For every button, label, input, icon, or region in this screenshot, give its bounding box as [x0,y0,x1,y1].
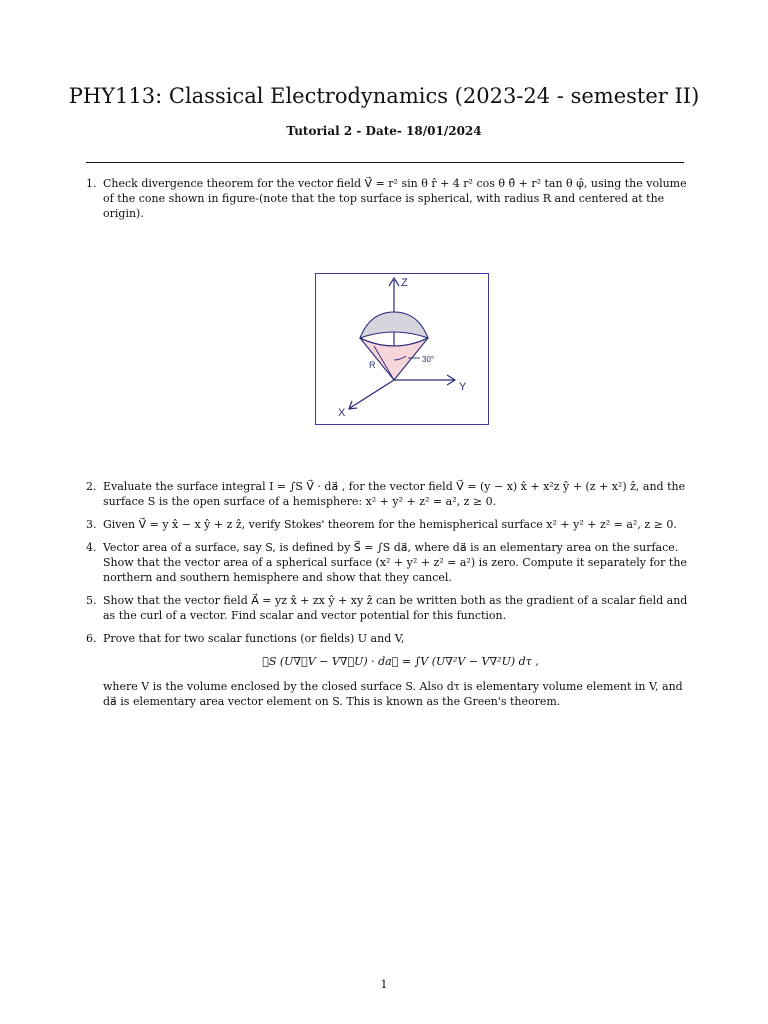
problem-text: Given V⃗ = y x̂ − x ŷ + z ẑ, verify Stokes' theorem for the hemispherical surface x² + y² + z² = a², z ≥ 0. [103,518,677,531]
header-rule [86,162,684,163]
problem-text: Check divergence theorem for the vector field V⃗ = r² sin θ r̂ + 4 r² cos θ θ̂ + r² tan θ φ̂, using the volume of the cone shown in figure-(note that the top surface is spherical, with radius R and centered at the origin). [103,177,687,220]
problem-4 [86,540,698,585]
cone-diagram [316,274,488,424]
problem-number: 6. [86,632,97,645]
page-number: 1 [380,978,388,991]
problem-text: Evaluate the surface integral I = ∫S V⃗ · da⃗ , for the vector field V⃗ = (y − x) x̂ + x²z ŷ + (z + x²) ẑ, and the surface S is the open surface of a hemisphere: x² + y² + z² = a², z ≥ 0. [103,480,686,508]
problem-2 [86,479,698,509]
page-subtitle: Tutorial 2 - Date- 18/01/2024 [286,124,482,138]
greens-theorem-equation: ∮S (U∇⃗V − V∇⃗U) · da⃗ = ∫V (U∇²V − V∇²U) dτ , [262,655,539,668]
angle-label: 30° [422,355,435,364]
problem-number: 1. [86,177,97,190]
y-axis-label: Y [459,381,467,393]
problem-1 [86,176,698,471]
cone-figure [315,273,489,425]
x-axis-label: X [338,407,346,419]
problem-text-continued: where V is the volume enclosed by the closed surface S. Also dτ is elementary volume element in V, and da⃗ is elementary area vector element on S. This is known as the Green's theorem. [103,680,683,708]
x-axis [350,380,394,408]
problem-list [86,176,698,717]
problem-text: Show that the vector field A⃗ = yz x̂ + zx ŷ + xy ẑ can be written both as the gradient of a scalar field and as the curl of a vector. Find scalar and vector potential for this function. [103,594,688,622]
problem-number: 2. [86,480,97,493]
page-title: PHY113: Classical Electrodynamics (2023-24 - semester II) [68,84,700,108]
problem-3 [86,517,698,532]
problem-number: 3. [86,518,97,531]
problem-text: Prove that for two scalar functions (or fields) U and V, [103,632,405,645]
z-axis-label: Z [401,277,408,289]
radius-label: R [369,360,376,370]
problem-5 [86,593,698,623]
problem-number: 4. [86,541,97,554]
problem-6 [86,631,698,709]
problem-number: 5. [86,594,97,607]
problem-text: Vector area of a surface, say S, is defined by S⃗ = ∫S da⃗, where da⃗ is an elementary area on the surface. Show that the vector area of a spherical surface (x² + y² + z² = a²) is zero. Compute it separately for the northern and southern hemisphere and show that they cancel. [103,541,687,584]
figure-container [103,221,698,471]
